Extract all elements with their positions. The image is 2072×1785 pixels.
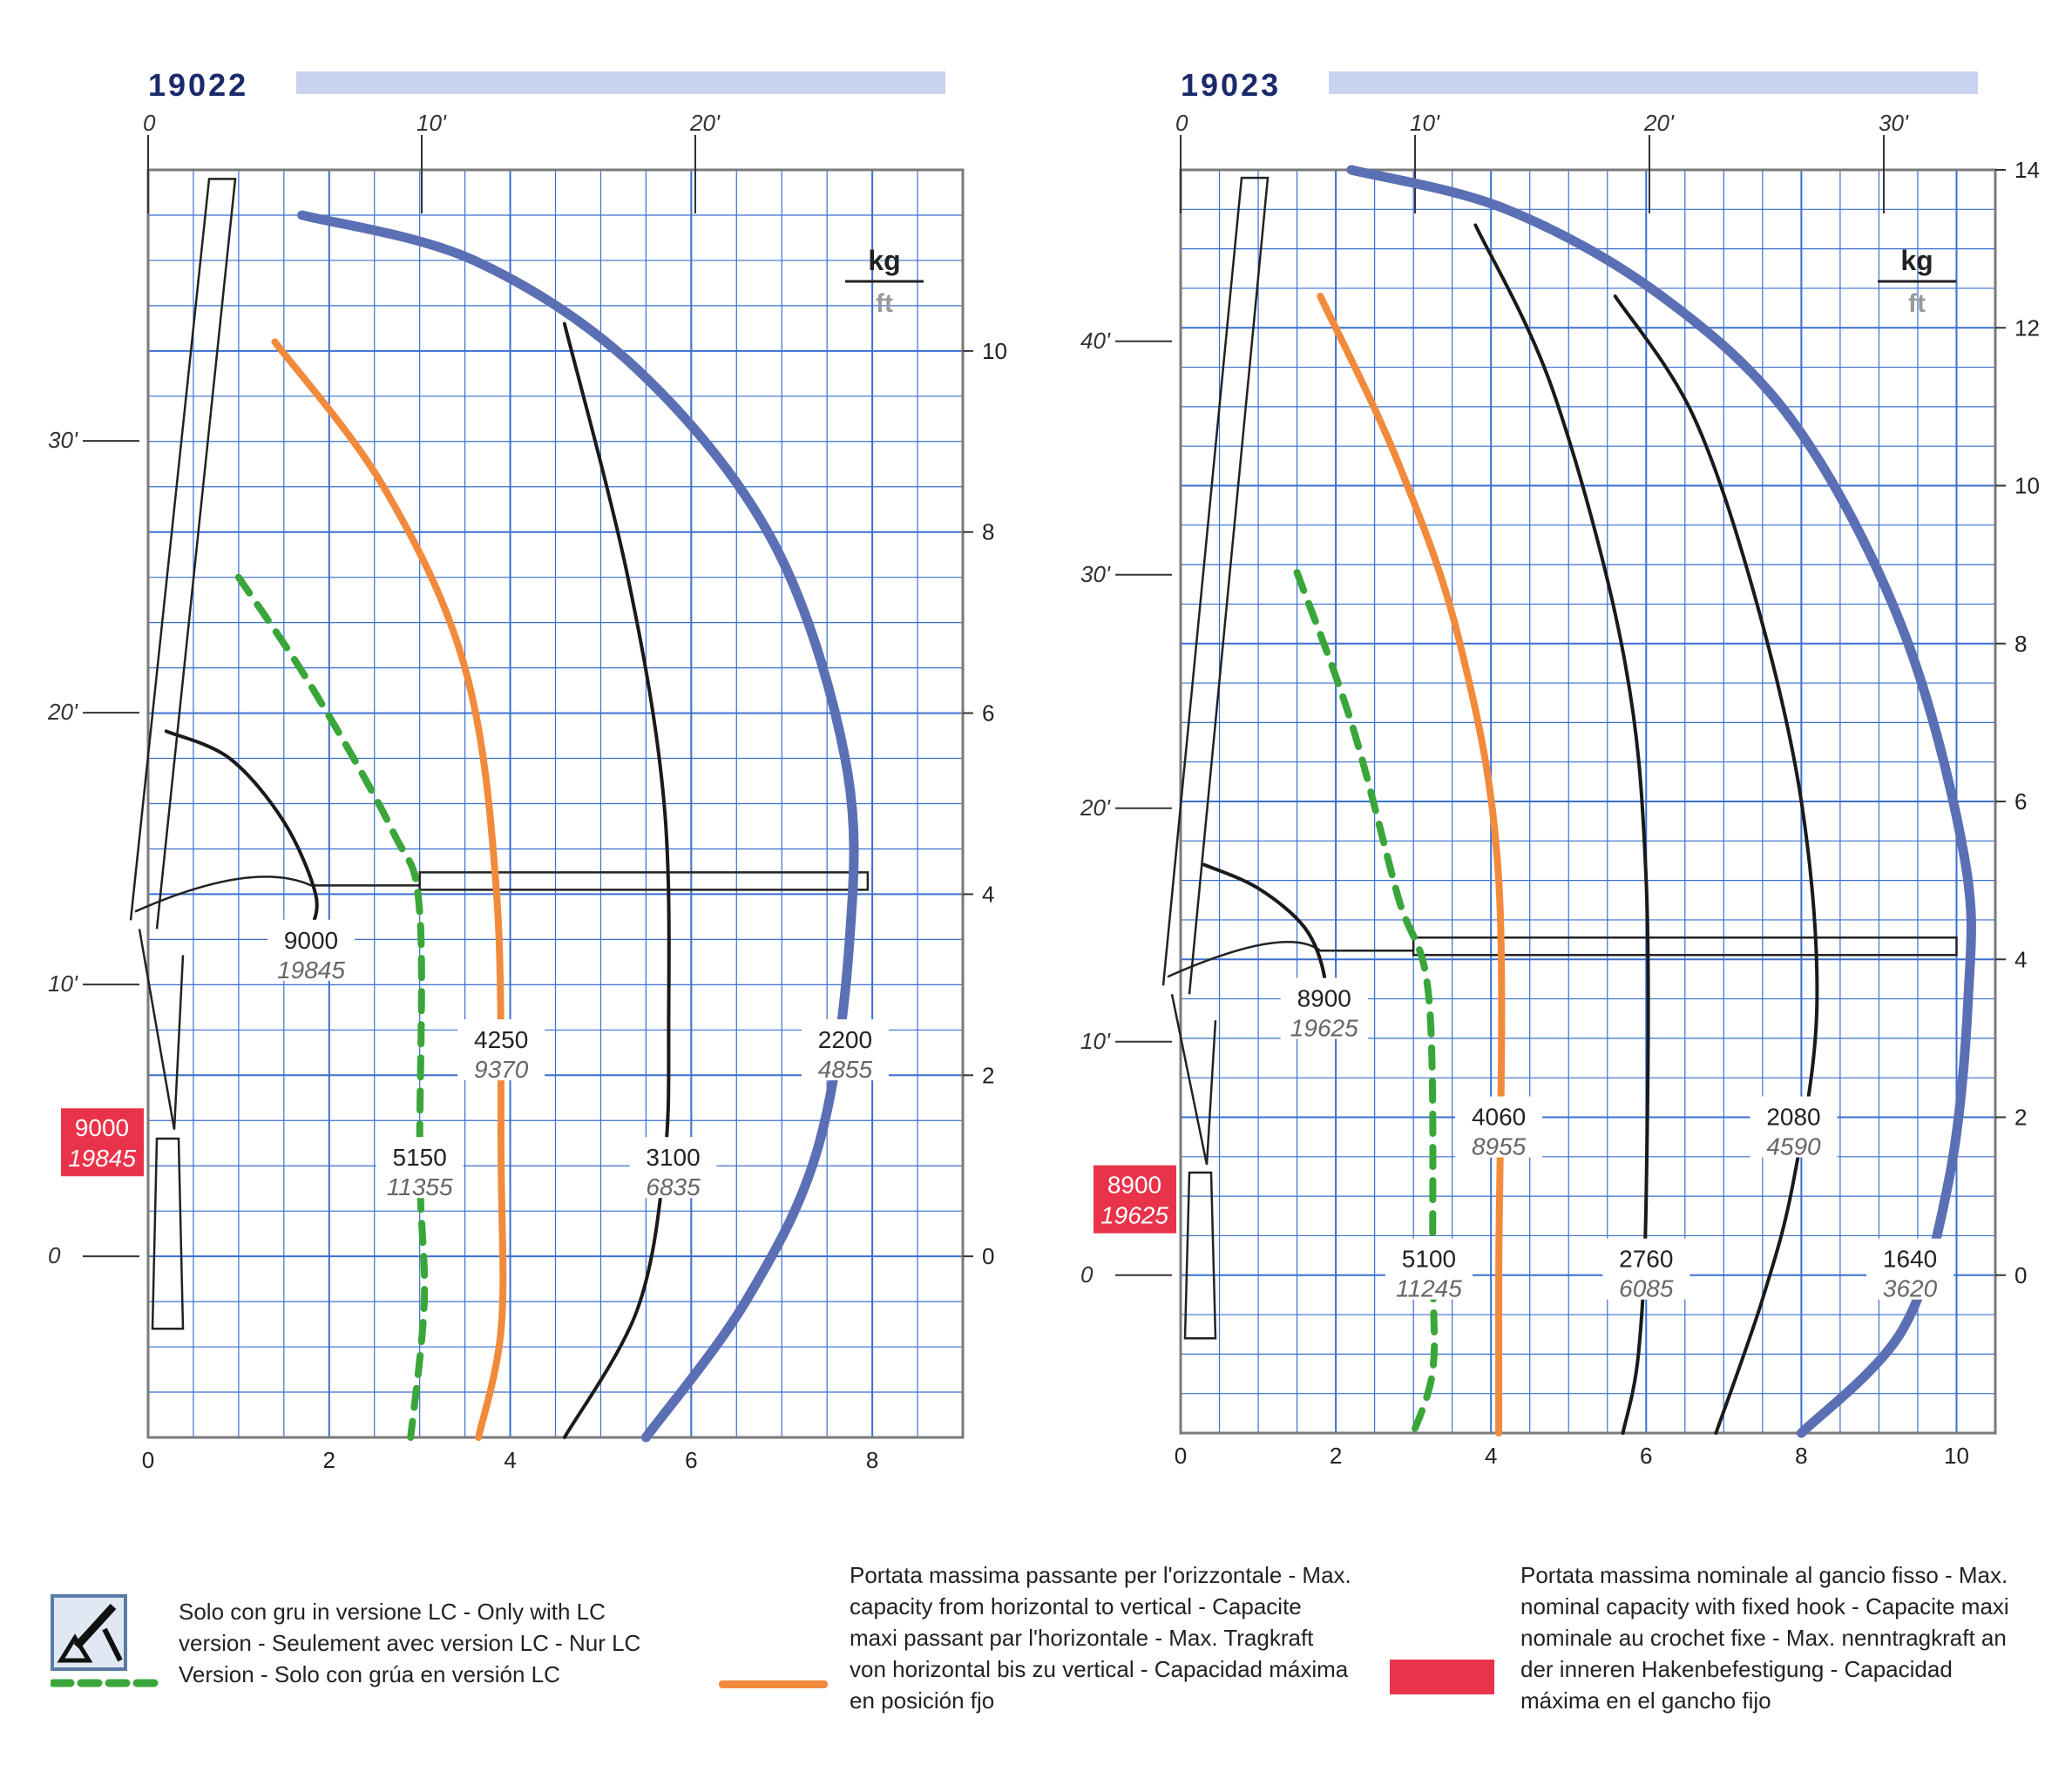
unit-ft: ft bbox=[1908, 289, 1926, 318]
chart-title: 19022 bbox=[148, 67, 249, 103]
x-tick-label: 10 bbox=[1944, 1443, 1969, 1469]
x-tick-label: 8 bbox=[1795, 1443, 1808, 1469]
x-tick-label: 0 bbox=[1174, 1443, 1188, 1469]
red-badge-swatch bbox=[1390, 1660, 1494, 1694]
left-ft-label: 10' bbox=[1080, 1027, 1110, 1054]
y-tick-label: 10 bbox=[982, 337, 1007, 364]
y-tick-label: 8 bbox=[2014, 630, 2028, 657]
capacity-lb-label: 6085 bbox=[1619, 1275, 1674, 1302]
left-ft-label: 0 bbox=[48, 1242, 61, 1269]
crane-jib bbox=[1163, 178, 1268, 994]
base-lb-label: 19625 bbox=[1100, 1201, 1168, 1229]
capacity-lb-label: 3620 bbox=[1882, 1275, 1938, 1302]
crane-drawing bbox=[1163, 178, 1956, 1338]
top-ft-label: 0 bbox=[1175, 110, 1188, 136]
legend-lc-text: Solo con gru in versione LC - Only with LC version - Seulement avec version LC - Nur LC Version - Solo con grúa en versión LC bbox=[179, 1599, 641, 1687]
capacity-kg-label: 2200 bbox=[817, 1026, 873, 1054]
capacity-lb-label: 19845 bbox=[277, 956, 345, 984]
capacity-lb-label: 19625 bbox=[1290, 1014, 1358, 1042]
top-ft-label: 30' bbox=[1879, 110, 1908, 136]
x-tick-label: 6 bbox=[685, 1447, 698, 1473]
left-ft-label: 30' bbox=[48, 427, 78, 454]
y-tick-label: 0 bbox=[982, 1243, 995, 1270]
left-ft-label: 20' bbox=[1080, 794, 1110, 821]
capacity-lb-label: 9370 bbox=[474, 1056, 529, 1084]
top-ft-label: 20' bbox=[1644, 110, 1674, 136]
y-tick-label: 2 bbox=[2014, 1104, 2028, 1131]
capacity-kg-label: 8900 bbox=[1297, 984, 1351, 1012]
capacity-kg-label: 9000 bbox=[283, 926, 339, 954]
y-tick-label: 8 bbox=[982, 518, 995, 545]
crane-outer-boom bbox=[420, 872, 868, 889]
lc-version-icon bbox=[51, 1594, 127, 1671]
y-tick-label: 12 bbox=[2014, 314, 2040, 341]
capacity-kg-label: 2760 bbox=[1619, 1245, 1674, 1273]
y-tick-label: 6 bbox=[982, 700, 995, 727]
x-tick-label: 2 bbox=[322, 1447, 336, 1473]
unit-ft: ft bbox=[876, 289, 893, 318]
base-lb-label: 19845 bbox=[68, 1145, 136, 1173]
left-ft-label: 20' bbox=[48, 699, 78, 726]
x-tick-label: 2 bbox=[1329, 1443, 1343, 1469]
top-ft-label: 0 bbox=[143, 110, 156, 136]
x-tick-label: 0 bbox=[141, 1447, 155, 1473]
y-tick-label: 14 bbox=[2014, 157, 2040, 183]
capacity-kg-label: 5150 bbox=[392, 1144, 447, 1172]
unit-kg: kg bbox=[868, 245, 901, 276]
left-ft-label: 40' bbox=[1080, 327, 1110, 354]
chart-19022 bbox=[47, 67, 1007, 1473]
y-tick-label: 6 bbox=[2014, 788, 2028, 815]
x-tick-label: 6 bbox=[1640, 1443, 1653, 1469]
crane-base bbox=[1185, 1173, 1215, 1338]
y-tick-label: 0 bbox=[2014, 1261, 2028, 1288]
capacity-lb-label: 4590 bbox=[1766, 1133, 1821, 1160]
unit-kg: kg bbox=[1900, 245, 1933, 276]
chart-title: 19023 bbox=[1181, 67, 1282, 103]
x-tick-label: 4 bbox=[1484, 1443, 1498, 1469]
x-tick-label: 4 bbox=[504, 1447, 517, 1473]
capacity-kg-label: 4250 bbox=[474, 1026, 529, 1054]
left-ft-label: 0 bbox=[1080, 1261, 1094, 1288]
capacity-kg-label: 3100 bbox=[646, 1144, 701, 1172]
base-kg-label: 8900 bbox=[1107, 1171, 1162, 1199]
capacity-kg-label: 2080 bbox=[1766, 1103, 1821, 1131]
base-kg-label: 9000 bbox=[74, 1114, 130, 1142]
lc-dashed-swatch bbox=[51, 1679, 159, 1687]
left-ft-label: 10' bbox=[48, 970, 78, 997]
capacity-lb-label: 4855 bbox=[817, 1056, 873, 1084]
crane-column bbox=[1172, 994, 1215, 1165]
curve-black-9000 bbox=[166, 731, 317, 930]
y-tick-label: 2 bbox=[982, 1062, 995, 1089]
orange-line-swatch bbox=[719, 1680, 828, 1688]
capacity-kg-label: 4060 bbox=[1471, 1103, 1527, 1131]
capacity-lb-label: 8955 bbox=[1471, 1133, 1527, 1160]
capacity-lb-label: 11245 bbox=[1396, 1275, 1462, 1302]
capacity-lb-label: 6835 bbox=[646, 1173, 701, 1201]
y-tick-label: 10 bbox=[2014, 472, 2040, 499]
top-ft-label: 20' bbox=[690, 110, 720, 136]
crane-column bbox=[139, 929, 183, 1129]
left-ft-label: 30' bbox=[1080, 560, 1110, 587]
crane-jib bbox=[131, 179, 235, 929]
title-bar bbox=[1329, 71, 1978, 94]
chart-19023 bbox=[1080, 67, 2040, 1469]
y-tick-label: 4 bbox=[982, 881, 995, 908]
crane-base bbox=[152, 1139, 183, 1329]
y-tick-label: 4 bbox=[2014, 946, 2028, 973]
curve-black-3100 bbox=[565, 324, 669, 1437]
curve-blue-2200 bbox=[302, 215, 854, 1437]
capacity-kg-label: 1640 bbox=[1882, 1245, 1938, 1273]
top-ft-label: 10' bbox=[1410, 110, 1439, 136]
curve-green-5150 bbox=[239, 578, 424, 1437]
legend-red-text: Portata massima nominale al gancio fisso - Max. nominal capacity with fixed hook - Capacite maxi nominale au crochet fixe - Max. nenntragkraft an der inneren Hakenbefestigung - Capacidad máxima en el gancho fijo bbox=[1520, 1562, 2009, 1714]
top-ft-label: 10' bbox=[416, 110, 446, 136]
capacity-lb-label: 11355 bbox=[386, 1173, 453, 1201]
capacity-kg-label: 5100 bbox=[1401, 1245, 1457, 1273]
title-bar bbox=[296, 71, 945, 94]
x-tick-label: 8 bbox=[865, 1447, 879, 1473]
legend-orange-text: Portata massima passante per l'orizzontale - Max. capacity from horizontal to vertical - Capacite maxi passant par l'horizontale - Max. Tragkraft von horizontal bis zu vertical - Capacidad máxima en posición fjo bbox=[850, 1562, 1351, 1714]
